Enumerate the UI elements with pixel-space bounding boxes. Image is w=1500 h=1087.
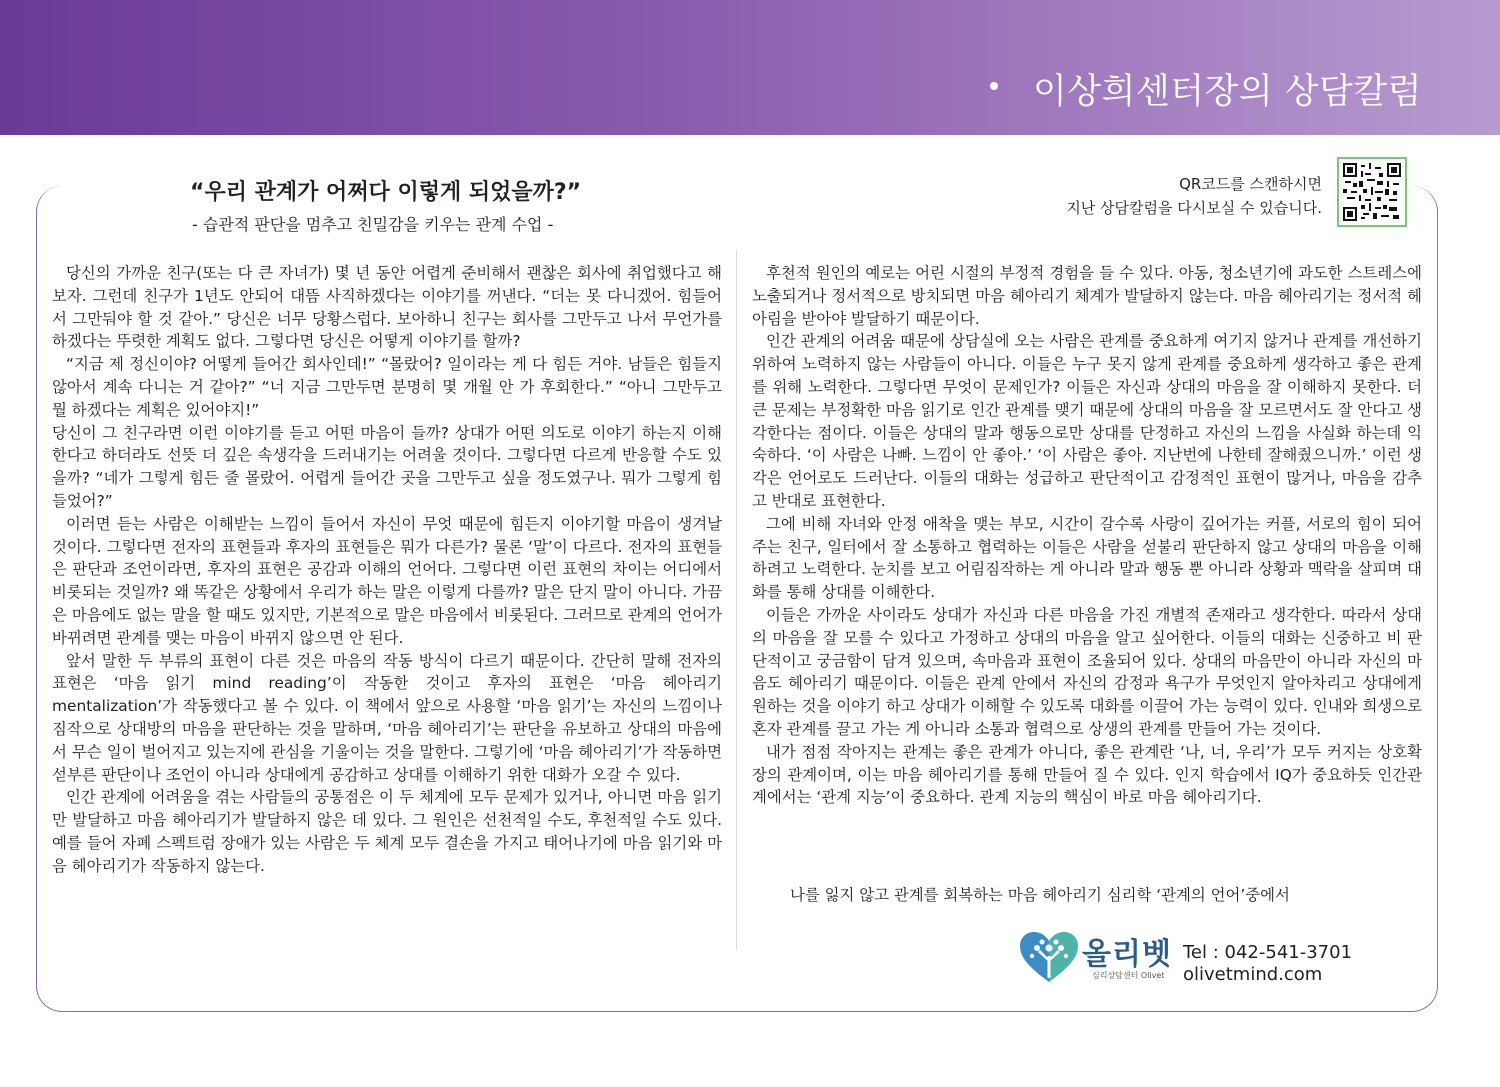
paragraph: 그에 비해 자녀와 안정 애착을 맺는 부모, 시간이 갈수록 사랑이 깊어가는 커플, 서로의 힘이 되어주는 친구, 일터에서 잘 소통하고 협력하는 이들은 사람을 섣불리 판단하지 않고 상대의 마음을 이해하려고 노력한다. 눈치를 보고 어림짐작하는 게 아니라 말과 행동 뿐 아니라 상황과 맥락을 살피며 대화를 통해 상대를 이해한다.: [752, 514, 1422, 602]
qr-code-icon: [1343, 163, 1401, 221]
article-headline: “우리 관계가 어쩌다 이렇게 되었을까?”: [190, 180, 582, 205]
column-series-title: 이상희센터장의 상담칼럼: [1032, 72, 1422, 112]
website-link[interactable]: olivetmind.com: [1183, 964, 1323, 985]
qr-instruction-line-2: 지난 상담칼럼을 다시보실 수 있습니다.: [1066, 199, 1322, 217]
column-divider: [736, 250, 737, 950]
phone-number: Tel : 042-541-3701: [1183, 942, 1353, 963]
paragraph: 인간 관계에 어려움을 겪는 사람들의 공통점은 이 두 체계에 모두 문제가 있거나, 아니면 마음 읽기만 발달하고 마음 헤아리기가 발달하지 않은 데 있다. 그 원인은 선천적일 수도, 후천적일 수도 있다. 예를 들어 자폐 스펙트럼 장애가 있는 사람은 두 체계 모두 결손을 가지고 태어나기에 마음 읽기와 마음 헤아리기가 작동하지 않는다.: [52, 788, 722, 875]
heart-tree-icon: [1020, 932, 1078, 984]
header-banner: [0, 0, 1500, 135]
paragraph: 내가 점점 작아지는 관계는 좋은 관계가 아니다, 좋은 관계란 ‘나, 너, 우리’가 모두 커지는 상호확장의 관계이며, 이는 마음 헤아리기를 통해 만들어 질 수 있다. 인지 학습에서 IQ가 중요하듯 인간관계에서는 ‘관계 지능’이 중요하다. 관계 지능의 핵심이 바로 마음 헤아리기다.: [752, 742, 1422, 807]
qr-instructions: [1066, 172, 1322, 220]
article-right-column: [752, 262, 1422, 809]
paragraph: 앞서 말한 두 부류의 표현이 다른 것은 마음의 작동 방식이 다르기 때문이다. 간단히 말해 전자의 표현은 ‘마음 읽기 mind reading’이 작동한 것이고 후자의 표현은 ‘마음 헤아리기 mentalization’가 작동했다고 볼 수 있다. 이 책에서 앞으로 사용할 ‘마음 읽기’는 자신의 느낌이나 짐작으로 상대방의 마음을 판단하는 것을 말하며, ‘마음 헤아리기’는 판단을 유보하고 상대의 마음에서 무슨 일이 벌어지고 있는지에 관심을 기울이는 것을 말한다. 그렇기에 ‘마음 헤아리기’가 작동하면 섣부른 판단이나 조언이 아니라 상대에게 공감하고 상대를 이해하기 위한 대화가 오갈 수 있다.: [52, 651, 722, 784]
paragraph: 이들은 가까운 사이라도 상대가 자신과 다른 마음을 가진 개별적 존재라고 생각한다. 따라서 상대의 마음을 잘 모를 수 있다고 가정하고 상대의 마음을 알고 싶어한다. 이들의 대화는 신중하고 비 판단적이고 궁금함이 담겨 있으며, 속마음과 표현이 조율되어 있다. 상대의 마음만이 아니라 자신의 마음도 헤아리기 때문이다. 이들은 관계 안에서 자신의 감정과 욕구가 무엇인지 알아차리고 상대에게 원하는 것을 이야기 하고 상대가 이해할 수 있도록 대화를 이끌어 가는 능력이 있다. 인내와 희생으로 혼자 관계를 끌고 가는 게 아니라 소통과 협력으로 상생의 관계를 만들어 가는 것이다.: [752, 605, 1422, 738]
paragraph: 인간 관계의 어려움 때문에 상담실에 오는 사람은 관계를 중요하게 여기지 않거나 관계를 개선하기 위하여 노력하지 않는 사람들이 아니다. 이들은 누구 못지 않게 관계를 중요하게 생각하고 좋은 관계를 위해 노력한다. 그렇다면 무엇이 문제인가? 이들은 자신과 상대의 마음을 잘 이해하지 못한다. 더 큰 문제는 부정확한 마음 읽기로 인간 관계를 맺기 때문에 상대의 마음을 잘 모르면서도 잘 안다고 생각한다는 점이다. 이들은 상대의 말과 행동으로만 상대를 단정하고 자신의 느낌을 사실화 하는데 익숙하다. ‘이 사람은 나빠. 느낌이 안 좋아.’ ‘이 사람은 좋아. 지난번에 나한테 잘해줬으니까.’ 이런 생각은 언어로도 드러난다. 이들의 대화는 성급하고 판단적이고 감정적인 표현이 많거나, 마음을 감추고 반대로 표현한다.: [752, 332, 1422, 510]
brand-name: 올리벳: [1082, 937, 1172, 972]
article-subheadline: - 습관적 판단을 멈추고 친밀감을 키우는 관계 수업 -: [192, 215, 554, 234]
qr-instruction-line-1: QR코드를 스캔하시면: [1179, 175, 1322, 193]
paragraph: “지금 제 정신이야? 어떻게 들어간 회사인데!” “몰랐어? 일이라는 게 다 힘든 거야. 남들은 힘들지 않아서 계속 다니는 거 같아?” “너 지금 그만두면 분명히 몇 개월 안 가 후회한다.” “아니 그만두고 뭘 하겠다는 계획은 있어야지!”: [52, 355, 722, 419]
paragraph: 당신이 그 친구라면 이런 이야기를 듣고 어떤 마음이 들까? 상대가 어떤 의도로 이야기 하는지 이해한다고 하더라도 선뜻 더 깊은 속생각을 드러내기는 어려울 것이다. 그렇다면 다르게 반응할 수도 있을까? “네가 그렇게 힘든 줄 몰랐어. 어렵게 들어간 곳을 그만두고 싶을 정도였구나. 뭐가 그렇게 힘들었어?”: [52, 423, 722, 510]
article-left-column: [52, 262, 722, 878]
paragraph: 당신의 가까운 친구(또는 다 큰 자녀가) 몇 년 동안 어렵게 준비해서 괜찮은 회사에 취업했다고 해보자. 그런데 친구가 1년도 안되어 대뜸 사직하겠다는 이야기를 꺼낸다. “더는 못 다니겠어. 힘들어서 그만둬야 할 것 같아.” 당신은 너무 당황스럽다. 보아하니 친구는 회사를 그만두고 나서 무언가를 하겠다는 뚜렷한 계획도 없다. 그렇다면 당신은 어떻게 이야기를 할까?: [52, 264, 722, 351]
source-citation: 나를 잃지 않고 관계를 회복하는 마음 헤아리기 심리학 ‘관계의 언어’중에서: [790, 886, 1290, 904]
qr-code[interactable]: [1337, 157, 1407, 227]
bullet-dot-icon: [990, 82, 998, 90]
paragraph: 후천적 원인의 예로는 어린 시절의 부정적 경험을 들 수 있다. 아동, 청소년기에 과도한 스트레스에 노출되거나 정서적으로 방치되면 마음 헤아리기 체계가 발달하지 않는다. 마음 헤아리기는 정서적 헤아림을 받아야 발달하기 때문이다.: [752, 264, 1422, 328]
paragraph: 이러면 듣는 사람은 이해받는 느낌이 들어서 자신이 무엇 때문에 힘든지 이야기할 마음이 생겨날 것이다. 그렇다면 전자의 표현들과 후자의 표현들은 뭐가 다른가? 물론 ‘말’이 다르다. 전자의 표현들은 판단과 조언이라면, 후자의 표현은 공감과 이해의 언어다. 그렇다면 이런 표현의 차이는 어디에서 비롯되는 것일까? 왜 똑같은 상황에서 우리가 하는 말은 이렇게 다를까? 말은 단지 말이 아니다. 가끔은 마음에도 없는 말을 할 때도 있지만, 기본적으로 말은 마음에서 비롯된다. 그러므로 관계의 언어가 바뀌려면 관계를 맺는 마음이 바뀌지 않으면 안 된다.: [52, 514, 722, 647]
contact-info: [1183, 942, 1352, 986]
brand-subtitle: 심리상담센터 Olivet: [1092, 971, 1165, 980]
